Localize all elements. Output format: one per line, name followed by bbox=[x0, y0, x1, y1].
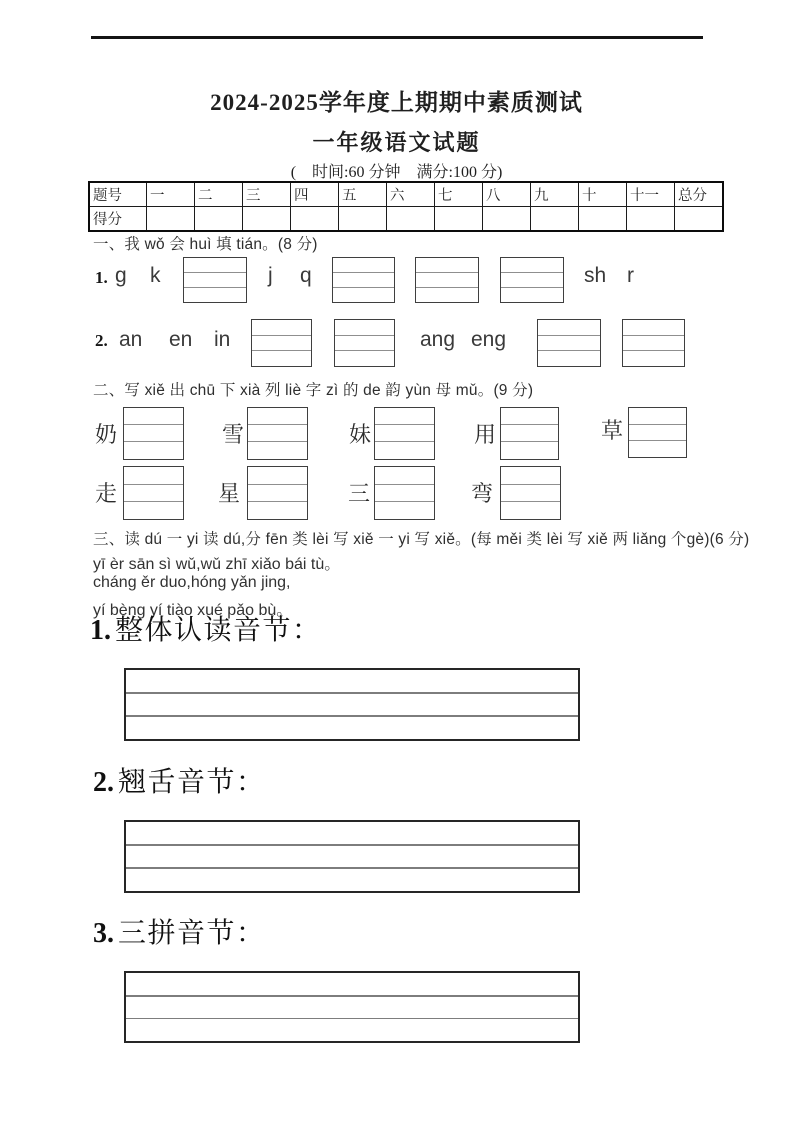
score-cell[interactable] bbox=[195, 207, 243, 232]
subsection-heading bbox=[93, 911, 266, 951]
initial-letter: r bbox=[627, 264, 634, 287]
section-two-heading: 二、写 xiě 出 chū 下 xià 列 liè 字 zì 的 de 韵 yùn 母 mǔ。(9 分) bbox=[93, 382, 534, 399]
subsection-number: 3. bbox=[93, 918, 114, 949]
syllable-answer-box[interactable] bbox=[124, 820, 580, 893]
score-table-header-cell: 十一 bbox=[627, 182, 675, 207]
pinyin-answer-box[interactable] bbox=[123, 466, 184, 520]
score-table-header-cell: 四 bbox=[291, 182, 339, 207]
score-table bbox=[88, 181, 724, 232]
pinyin-answer-box[interactable] bbox=[537, 319, 601, 367]
pinyin-answer-box[interactable] bbox=[374, 407, 435, 460]
character: 草 bbox=[601, 418, 624, 443]
exam-subtitle: 一年级语文试题 bbox=[312, 130, 481, 155]
pinyin-answer-box[interactable] bbox=[247, 466, 308, 520]
poem-line: yí bèng yí tiào xué pǎo bù。 bbox=[93, 602, 293, 619]
pinyin-answer-box[interactable] bbox=[622, 319, 685, 367]
pinyin-answer-box[interactable] bbox=[334, 319, 395, 367]
final-letter: ang bbox=[420, 328, 456, 351]
score-table-header-cell: 二 bbox=[195, 182, 243, 207]
score-table-header-cell: 三 bbox=[243, 182, 291, 207]
pinyin-answer-box[interactable] bbox=[500, 257, 564, 303]
pinyin-answer-box[interactable] bbox=[251, 319, 312, 367]
score-cell[interactable] bbox=[675, 207, 724, 232]
pinyin-answer-box[interactable] bbox=[123, 407, 184, 460]
score-table-header-cell: 六 bbox=[387, 182, 435, 207]
subsection-heading bbox=[90, 608, 322, 648]
character: 妹 bbox=[349, 422, 372, 447]
score-cell[interactable] bbox=[387, 207, 435, 232]
poem-line: yī èr sān sì wǔ,wǔ zhī xiǎo bái tù。 bbox=[93, 556, 341, 573]
poem-line: cháng ěr duo,hóng yǎn jing, bbox=[93, 574, 291, 591]
pinyin-answer-box[interactable] bbox=[500, 407, 559, 460]
subsection-number: 2. bbox=[93, 767, 114, 798]
score-cell[interactable] bbox=[243, 207, 291, 232]
subsection-label: 三拼音节： bbox=[118, 918, 266, 949]
exam-title: 2024-2025学年度上期期中素质测试 bbox=[210, 90, 583, 115]
initial-letter: j bbox=[268, 264, 273, 287]
character: 走 bbox=[95, 481, 118, 506]
character: 弯 bbox=[471, 481, 494, 506]
question-number: 1. bbox=[95, 268, 108, 287]
score-cell[interactable] bbox=[531, 207, 579, 232]
final-letter: eng bbox=[471, 328, 507, 351]
pinyin-answer-box[interactable] bbox=[415, 257, 479, 303]
score-cell[interactable] bbox=[147, 207, 195, 232]
subsection-heading bbox=[93, 760, 266, 800]
score-cell[interactable] bbox=[627, 207, 675, 232]
question-number: 2. bbox=[95, 331, 108, 350]
final-letter: en bbox=[169, 328, 193, 351]
score-table-score-row bbox=[89, 207, 723, 232]
syllable-answer-box[interactable] bbox=[124, 668, 580, 741]
pinyin-answer-box[interactable] bbox=[628, 407, 687, 458]
score-cell[interactable] bbox=[483, 207, 531, 232]
score-table-header-row bbox=[89, 182, 723, 207]
syllable-answer-box[interactable] bbox=[124, 971, 580, 1043]
score-table-header-cell: 八 bbox=[483, 182, 531, 207]
score-table-header-cell: 一 bbox=[147, 182, 195, 207]
score-row-label: 得分 bbox=[89, 207, 147, 232]
subsection-number: 1. bbox=[90, 615, 111, 646]
initial-letter: sh bbox=[584, 264, 607, 287]
score-table-header-cell: 十 bbox=[579, 182, 627, 207]
score-table-header-cell: 七 bbox=[435, 182, 483, 207]
pinyin-answer-box[interactable] bbox=[247, 407, 308, 460]
score-table-corner-cell: 题号 bbox=[89, 182, 147, 207]
initial-letter: g bbox=[115, 264, 127, 287]
pinyin-answer-box[interactable] bbox=[332, 257, 395, 303]
score-cell[interactable] bbox=[339, 207, 387, 232]
initial-letter: k bbox=[150, 264, 161, 287]
section-three-heading: 三、读 dú 一 yi 读 dú,分 fēn 类 lèi 写 xiě 一 yi 写 xiě。(每 měi 类 lèi 写 xiě 两 liǎng 个gè)(6 分) bbox=[93, 531, 750, 548]
score-cell[interactable] bbox=[291, 207, 339, 232]
pinyin-answer-box[interactable] bbox=[500, 466, 561, 520]
score-cell[interactable] bbox=[579, 207, 627, 232]
character: 雪 bbox=[222, 422, 245, 447]
score-table-header-cell: 五 bbox=[339, 182, 387, 207]
score-table-header-cell: 总分 bbox=[675, 182, 724, 207]
score-table-header-cell: 九 bbox=[531, 182, 579, 207]
pinyin-answer-box[interactable] bbox=[374, 466, 435, 520]
pinyin-answer-box[interactable] bbox=[183, 257, 247, 303]
character: 三 bbox=[348, 481, 371, 506]
final-letter: in bbox=[214, 328, 231, 351]
character: 用 bbox=[474, 422, 497, 447]
subsection-label: 整体认读音节： bbox=[115, 615, 322, 646]
score-cell[interactable] bbox=[435, 207, 483, 232]
header-rule bbox=[91, 36, 703, 39]
character: 星 bbox=[218, 481, 241, 506]
exam-meta: ( 时间:60 分钟 满分:100 分) bbox=[290, 164, 503, 181]
final-letter: an bbox=[119, 328, 143, 351]
initial-letter: q bbox=[300, 264, 312, 287]
section-one-heading: 一、我 wǒ 会 huì 填 tián。(8 分) bbox=[93, 236, 318, 253]
subsection-label: 翘舌音节： bbox=[118, 767, 266, 798]
character: 奶 bbox=[95, 422, 118, 447]
